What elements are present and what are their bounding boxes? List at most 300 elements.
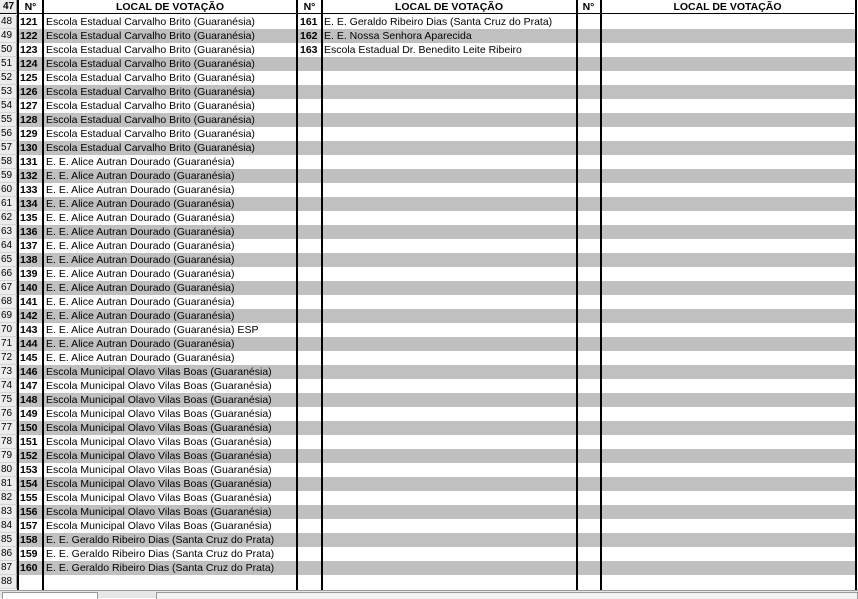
number-cell-1[interactable]: 147	[20, 380, 38, 392]
location-cell-3[interactable]	[601, 15, 854, 29]
location-cell-2[interactable]	[322, 211, 576, 225]
number-cell-2[interactable]	[298, 225, 321, 239]
trailing-empty-row[interactable]	[0, 575, 858, 589]
location-cell-3[interactable]	[601, 379, 854, 393]
number-cell-1[interactable]: 156	[20, 506, 38, 518]
number-cell-3[interactable]	[577, 365, 600, 379]
location-cell-3[interactable]	[601, 253, 854, 267]
location-cell-2[interactable]	[322, 477, 576, 491]
location-cell-2[interactable]	[322, 225, 576, 239]
number-cell-1[interactable]: 136	[20, 226, 38, 238]
location-cell-1[interactable]: Escola Municipal Olavo Vilas Boas (Guaranésia)	[46, 408, 272, 420]
number-cell-2[interactable]	[298, 183, 321, 197]
table-row[interactable]	[0, 337, 858, 351]
row-header[interactable]: 84	[0, 519, 17, 533]
row-header[interactable]: 67	[0, 281, 17, 295]
location-cell-2[interactable]	[322, 337, 576, 351]
location-cell-1[interactable]: E. E. Alice Autran Dourado (Guaranésia) ESP	[46, 324, 259, 336]
number-cell-3[interactable]	[577, 281, 600, 295]
location-cell-2[interactable]	[322, 57, 576, 71]
number-cell-2[interactable]	[298, 169, 321, 183]
row-header[interactable]: 66	[0, 267, 17, 281]
location-cell-2[interactable]	[322, 421, 576, 435]
table-row[interactable]	[0, 295, 858, 309]
location-cell-3[interactable]	[601, 127, 854, 141]
location-cell-1[interactable]: Escola Estadual Carvalho Brito (Guaranésia)	[46, 142, 255, 154]
number-cell-3[interactable]	[577, 267, 600, 281]
location-cell-3[interactable]	[601, 351, 854, 365]
location-cell-1[interactable]: E. E. Alice Autran Dourado (Guaranésia)	[46, 198, 235, 210]
number-cell-1[interactable]: 145	[20, 352, 38, 364]
number-cell-2[interactable]	[298, 141, 321, 155]
table-row[interactable]	[0, 309, 858, 323]
number-cell-3[interactable]	[577, 533, 600, 547]
number-cell-1[interactable]: 130	[20, 142, 38, 154]
location-cell-3[interactable]	[601, 239, 854, 253]
number-cell-1[interactable]: 132	[20, 170, 38, 182]
number-cell-3[interactable]	[577, 407, 600, 421]
column-header-number-3[interactable]: N°	[577, 0, 600, 14]
location-cell-1[interactable]: E. E. Alice Autran Dourado (Guaranésia)	[46, 226, 235, 238]
number-cell-3[interactable]	[577, 477, 600, 491]
number-cell-1[interactable]: 142	[20, 310, 38, 322]
location-cell-1[interactable]: Escola Municipal Olavo Vilas Boas (Guaranésia)	[46, 422, 272, 434]
number-cell-1[interactable]: 155	[20, 492, 38, 504]
row-header[interactable]: 70	[0, 323, 17, 337]
location-cell-1[interactable]: Escola Municipal Olavo Vilas Boas (Guaranésia)	[46, 366, 272, 378]
number-cell-3[interactable]	[577, 211, 600, 225]
number-cell-3[interactable]	[577, 141, 600, 155]
location-cell-1[interactable]: Escola Municipal Olavo Vilas Boas (Guaranésia)	[46, 436, 272, 448]
location-cell-3[interactable]	[601, 323, 854, 337]
number-cell-1[interactable]: 125	[20, 72, 38, 84]
number-cell-2[interactable]: 162	[300, 30, 318, 42]
number-cell-2[interactable]	[298, 505, 321, 519]
number-cell-2[interactable]	[298, 239, 321, 253]
number-cell-1[interactable]: 121	[20, 16, 38, 28]
location-cell-2[interactable]	[322, 505, 576, 519]
location-cell-2[interactable]	[322, 449, 576, 463]
number-cell-2[interactable]	[298, 337, 321, 351]
location-cell-2[interactable]	[322, 491, 576, 505]
number-cell-2[interactable]	[298, 533, 321, 547]
table-row[interactable]	[0, 519, 858, 533]
number-cell-2[interactable]	[298, 365, 321, 379]
table-row[interactable]	[0, 127, 858, 141]
number-cell-1[interactable]: 133	[20, 184, 38, 196]
row-header[interactable]: 68	[0, 295, 17, 309]
location-cell-2[interactable]	[322, 519, 576, 533]
number-cell-3[interactable]	[577, 449, 600, 463]
number-cell-1[interactable]: 124	[20, 58, 38, 70]
number-cell-3[interactable]	[577, 225, 600, 239]
number-cell-3[interactable]	[577, 547, 600, 561]
location-cell-3[interactable]	[601, 281, 854, 295]
location-cell-1[interactable]: E. E. Alice Autran Dourado (Guaranésia)	[46, 268, 235, 280]
location-cell-2[interactable]	[322, 113, 576, 127]
number-cell-3[interactable]	[577, 253, 600, 267]
number-cell-1[interactable]: 157	[20, 520, 38, 532]
number-cell-3[interactable]	[577, 15, 600, 29]
location-cell-1[interactable]: E. E. Geraldo Ribeiro Dias (Santa Cruz do Prata)	[46, 534, 275, 546]
location-cell-2[interactable]	[322, 169, 576, 183]
table-row[interactable]	[0, 85, 858, 99]
number-cell-2[interactable]	[298, 351, 321, 365]
number-cell-3[interactable]	[577, 197, 600, 211]
location-cell-3[interactable]	[601, 57, 854, 71]
row-header[interactable]: 83	[0, 505, 17, 519]
number-cell-2[interactable]	[298, 547, 321, 561]
location-cell-3[interactable]	[601, 85, 854, 99]
location-cell-1[interactable]: Escola Estadual Carvalho Brito (Guaranésia)	[46, 44, 255, 56]
location-cell-3[interactable]	[601, 141, 854, 155]
row-header[interactable]: 69	[0, 309, 17, 323]
row-header[interactable]: 57	[0, 141, 17, 155]
row-header[interactable]: 51	[0, 57, 17, 71]
location-cell-2[interactable]	[322, 435, 576, 449]
row-header[interactable]: 53	[0, 85, 17, 99]
location-cell-3[interactable]	[601, 449, 854, 463]
location-cell-1[interactable]: Escola Estadual Carvalho Brito (Guaranésia)	[46, 16, 255, 28]
row-header[interactable]: 52	[0, 71, 17, 85]
location-cell-2[interactable]	[322, 239, 576, 253]
location-cell-1[interactable]: Escola Estadual Carvalho Brito (Guaranésia)	[46, 86, 255, 98]
location-cell-2[interactable]	[322, 295, 576, 309]
location-cell-2[interactable]	[322, 281, 576, 295]
number-cell-2[interactable]	[298, 435, 321, 449]
number-cell-3[interactable]	[577, 29, 600, 43]
location-cell-2[interactable]	[322, 407, 576, 421]
location-cell-2[interactable]	[322, 197, 576, 211]
row-header[interactable]: 50	[0, 43, 17, 57]
number-cell-1[interactable]: 131	[20, 156, 38, 168]
location-cell-3[interactable]	[601, 197, 854, 211]
row-header[interactable]: 82	[0, 491, 17, 505]
location-cell-2[interactable]: Escola Estadual Dr. Benedito Leite Ribeiro	[324, 44, 522, 56]
number-cell-3[interactable]	[577, 71, 600, 85]
location-cell-3[interactable]	[601, 155, 854, 169]
row-header[interactable]: 72	[0, 351, 17, 365]
row-header[interactable]: 49	[0, 29, 17, 43]
location-cell-2[interactable]	[322, 253, 576, 267]
location-cell-3[interactable]	[601, 337, 854, 351]
table-row[interactable]	[0, 155, 858, 169]
number-cell-1[interactable]: 123	[20, 44, 38, 56]
table-row[interactable]	[0, 365, 858, 379]
location-cell-2[interactable]	[322, 141, 576, 155]
number-cell-2[interactable]	[298, 197, 321, 211]
number-cell-2[interactable]	[298, 449, 321, 463]
location-cell-2[interactable]: E. E. Geraldo Ribeiro Dias (Santa Cruz do Prata)	[324, 16, 553, 28]
table-row[interactable]	[0, 183, 858, 197]
number-cell-2[interactable]	[298, 407, 321, 421]
table-row[interactable]	[0, 561, 858, 575]
location-cell-2[interactable]	[322, 309, 576, 323]
row-header[interactable]: 77	[0, 421, 17, 435]
column-header-location-2[interactable]: LOCAL DE VOTAÇÃO	[322, 0, 576, 14]
number-cell-3[interactable]	[577, 351, 600, 365]
location-cell-3[interactable]	[601, 295, 854, 309]
location-cell-3[interactable]	[601, 99, 854, 113]
location-cell-2[interactable]	[322, 323, 576, 337]
row-header[interactable]: 65	[0, 253, 17, 267]
location-cell-1[interactable]: Escola Municipal Olavo Vilas Boas (Guaranésia)	[46, 520, 272, 532]
horizontal-scrollbar[interactable]	[156, 592, 858, 599]
location-cell-3[interactable]	[601, 393, 854, 407]
location-cell-1[interactable]: Escola Estadual Carvalho Brito (Guaranésia)	[46, 30, 255, 42]
location-cell-2[interactable]	[322, 99, 576, 113]
location-cell-1[interactable]: E. E. Geraldo Ribeiro Dias (Santa Cruz do Prata)	[46, 562, 275, 574]
number-cell-1[interactable]: 134	[20, 198, 38, 210]
number-cell-3[interactable]	[577, 57, 600, 71]
number-cell-3[interactable]	[577, 295, 600, 309]
row-header[interactable]: 78	[0, 435, 17, 449]
location-cell-2[interactable]	[322, 85, 576, 99]
number-cell-2[interactable]	[298, 127, 321, 141]
number-cell-1[interactable]: 143	[20, 324, 38, 336]
number-cell-2[interactable]	[298, 421, 321, 435]
row-header[interactable]: 73	[0, 365, 17, 379]
location-cell-1[interactable]: E. E. Alice Autran Dourado (Guaranésia)	[46, 254, 235, 266]
table-row[interactable]	[0, 141, 858, 155]
number-cell-2[interactable]	[298, 463, 321, 477]
number-cell-2[interactable]	[298, 155, 321, 169]
row-header[interactable]: 71	[0, 337, 17, 351]
number-cell-3[interactable]	[577, 435, 600, 449]
location-cell-3[interactable]	[601, 29, 854, 43]
location-cell-2[interactable]	[322, 155, 576, 169]
location-cell-1[interactable]: E. E. Geraldo Ribeiro Dias (Santa Cruz do Prata)	[46, 548, 275, 560]
number-cell-3[interactable]	[577, 239, 600, 253]
location-cell-1[interactable]: Escola Municipal Olavo Vilas Boas (Guaranésia)	[46, 506, 272, 518]
number-cell-2[interactable]	[298, 491, 321, 505]
location-cell-3[interactable]	[601, 225, 854, 239]
number-cell-3[interactable]	[577, 127, 600, 141]
table-row[interactable]	[0, 225, 858, 239]
number-cell-1[interactable]: 126	[20, 86, 38, 98]
row-header[interactable]: 88	[0, 575, 17, 589]
row-header[interactable]: 60	[0, 183, 17, 197]
location-cell-1[interactable]: Escola Estadual Carvalho Brito (Guaranésia)	[46, 58, 255, 70]
row-header[interactable]: 63	[0, 225, 17, 239]
number-cell-3[interactable]	[577, 463, 600, 477]
location-cell-3[interactable]	[601, 491, 854, 505]
row-header[interactable]: 47	[0, 0, 17, 14]
number-cell-3[interactable]	[577, 99, 600, 113]
number-cell-3[interactable]	[577, 491, 600, 505]
table-row[interactable]	[0, 253, 858, 267]
table-row[interactable]	[0, 533, 858, 547]
number-cell-1[interactable]: 150	[20, 422, 38, 434]
number-cell-2[interactable]	[298, 85, 321, 99]
column-header-location-1[interactable]: LOCAL DE VOTAÇÃO	[44, 0, 296, 14]
table-row[interactable]	[0, 239, 858, 253]
table-row[interactable]	[0, 449, 858, 463]
table-row[interactable]	[0, 197, 858, 211]
number-cell-3[interactable]	[577, 393, 600, 407]
number-cell-3[interactable]	[577, 169, 600, 183]
location-cell-1[interactable]: E. E. Alice Autran Dourado (Guaranésia)	[46, 240, 235, 252]
number-cell-3[interactable]	[577, 519, 600, 533]
table-row[interactable]	[0, 99, 858, 113]
location-cell-2[interactable]	[322, 463, 576, 477]
location-cell-1[interactable]: Escola Municipal Olavo Vilas Boas (Guaranésia)	[46, 492, 272, 504]
table-row[interactable]	[0, 435, 858, 449]
number-cell-2[interactable]	[298, 71, 321, 85]
table-row[interactable]	[0, 421, 858, 435]
location-cell-2[interactable]	[322, 267, 576, 281]
sheet-tab[interactable]	[2, 592, 98, 599]
table-row[interactable]	[0, 407, 858, 421]
table-row[interactable]	[0, 491, 858, 505]
row-header[interactable]: 59	[0, 169, 17, 183]
table-row[interactable]	[0, 505, 858, 519]
number-cell-2[interactable]	[298, 379, 321, 393]
number-cell-2[interactable]	[298, 519, 321, 533]
number-cell-3[interactable]	[577, 43, 600, 57]
location-cell-3[interactable]	[601, 477, 854, 491]
number-cell-1[interactable]: 160	[20, 562, 38, 574]
location-cell-2[interactable]	[322, 71, 576, 85]
location-cell-3[interactable]	[601, 435, 854, 449]
number-cell-1[interactable]: 127	[20, 100, 38, 112]
row-header[interactable]: 74	[0, 379, 17, 393]
table-row[interactable]	[0, 463, 858, 477]
location-cell-3[interactable]	[601, 113, 854, 127]
table-row[interactable]	[0, 547, 858, 561]
number-cell-1[interactable]: 137	[20, 240, 38, 252]
row-header[interactable]: 56	[0, 127, 17, 141]
location-cell-1[interactable]: Escola Estadual Carvalho Brito (Guaranésia)	[46, 114, 255, 126]
location-cell-2[interactable]: E. E. Nossa Senhora Aparecida	[324, 30, 472, 42]
table-row[interactable]	[0, 43, 858, 57]
number-cell-3[interactable]	[577, 337, 600, 351]
number-cell-1[interactable]: 122	[20, 30, 38, 42]
row-header[interactable]: 79	[0, 449, 17, 463]
location-cell-1[interactable]: Escola Municipal Olavo Vilas Boas (Guaranésia)	[46, 394, 272, 406]
location-cell-2[interactable]	[322, 183, 576, 197]
number-cell-3[interactable]	[577, 379, 600, 393]
location-cell-1[interactable]: Escola Estadual Carvalho Brito (Guaranésia)	[46, 72, 255, 84]
number-cell-1[interactable]: 153	[20, 464, 38, 476]
number-cell-2[interactable]	[298, 477, 321, 491]
location-cell-1[interactable]: Escola Municipal Olavo Vilas Boas (Guaranésia)	[46, 380, 272, 392]
table-row[interactable]	[0, 71, 858, 85]
location-cell-2[interactable]	[322, 365, 576, 379]
number-cell-3[interactable]	[577, 323, 600, 337]
row-header[interactable]: 85	[0, 533, 17, 547]
location-cell-1[interactable]: E. E. Alice Autran Dourado (Guaranésia)	[46, 212, 235, 224]
row-header[interactable]: 48	[0, 15, 17, 29]
location-cell-1[interactable]: Escola Estadual Carvalho Brito (Guaranésia)	[46, 128, 255, 140]
location-cell-1[interactable]: Escola Municipal Olavo Vilas Boas (Guaranésia)	[46, 450, 272, 462]
location-cell-3[interactable]	[601, 169, 854, 183]
location-cell-3[interactable]	[601, 309, 854, 323]
location-cell-3[interactable]	[601, 43, 854, 57]
number-cell-1[interactable]: 138	[20, 254, 38, 266]
location-cell-3[interactable]	[601, 71, 854, 85]
number-cell-3[interactable]	[577, 561, 600, 575]
number-cell-1[interactable]: 159	[20, 548, 38, 560]
number-cell-2[interactable]	[298, 57, 321, 71]
number-cell-1[interactable]: 140	[20, 282, 38, 294]
table-row[interactable]	[0, 379, 858, 393]
location-cell-1[interactable]: E. E. Alice Autran Dourado (Guaranésia)	[46, 282, 235, 294]
number-cell-1[interactable]: 128	[20, 114, 38, 126]
number-cell-2[interactable]: 161	[300, 16, 318, 28]
table-row[interactable]	[0, 113, 858, 127]
location-cell-2[interactable]	[322, 561, 576, 575]
row-header[interactable]: 87	[0, 561, 17, 575]
number-cell-2[interactable]	[298, 267, 321, 281]
location-cell-3[interactable]	[601, 561, 854, 575]
number-cell-2[interactable]	[298, 211, 321, 225]
number-cell-2[interactable]	[298, 393, 321, 407]
number-cell-3[interactable]	[577, 183, 600, 197]
table-row[interactable]	[0, 15, 858, 29]
number-cell-1[interactable]: 149	[20, 408, 38, 420]
number-cell-2[interactable]	[298, 253, 321, 267]
table-row[interactable]	[0, 29, 858, 43]
number-cell-3[interactable]	[577, 113, 600, 127]
location-cell-2[interactable]	[322, 351, 576, 365]
number-cell-3[interactable]	[577, 85, 600, 99]
location-cell-3[interactable]	[601, 421, 854, 435]
location-cell-3[interactable]	[601, 505, 854, 519]
column-header-number-2[interactable]: N°	[298, 0, 321, 14]
row-header[interactable]: 81	[0, 477, 17, 491]
number-cell-1[interactable]: 141	[20, 296, 38, 308]
number-cell-2[interactable]	[298, 561, 321, 575]
location-cell-3[interactable]	[601, 365, 854, 379]
table-row[interactable]	[0, 351, 858, 365]
number-cell-2[interactable]	[298, 323, 321, 337]
location-cell-1[interactable]: E. E. Alice Autran Dourado (Guaranésia)	[46, 338, 235, 350]
number-cell-1[interactable]: 144	[20, 338, 38, 350]
number-cell-3[interactable]	[577, 309, 600, 323]
number-cell-1[interactable]: 158	[20, 534, 38, 546]
table-row[interactable]	[0, 267, 858, 281]
number-cell-3[interactable]	[577, 155, 600, 169]
table-row[interactable]	[0, 57, 858, 71]
location-cell-2[interactable]	[322, 379, 576, 393]
location-cell-2[interactable]	[322, 547, 576, 561]
location-cell-3[interactable]	[601, 547, 854, 561]
number-cell-2[interactable]	[298, 295, 321, 309]
number-cell-1[interactable]: 129	[20, 128, 38, 140]
number-cell-2[interactable]	[298, 281, 321, 295]
table-row[interactable]	[0, 211, 858, 225]
table-row[interactable]	[0, 169, 858, 183]
location-cell-2[interactable]	[322, 533, 576, 547]
row-header[interactable]: 55	[0, 113, 17, 127]
location-cell-1[interactable]: E. E. Alice Autran Dourado (Guaranésia)	[46, 184, 235, 196]
location-cell-1[interactable]: Escola Municipal Olavo Vilas Boas (Guaranésia)	[46, 478, 272, 490]
row-header[interactable]: 54	[0, 99, 17, 113]
location-cell-3[interactable]	[601, 183, 854, 197]
number-cell-2[interactable]: 163	[300, 44, 318, 56]
location-cell-1[interactable]: E. E. Alice Autran Dourado (Guaranésia)	[46, 156, 235, 168]
column-header-number-1[interactable]: N°	[18, 0, 43, 14]
number-cell-3[interactable]	[577, 421, 600, 435]
location-cell-1[interactable]: Escola Estadual Carvalho Brito (Guaranésia)	[46, 100, 255, 112]
location-cell-1[interactable]: E. E. Alice Autran Dourado (Guaranésia)	[46, 170, 235, 182]
location-cell-3[interactable]	[601, 519, 854, 533]
location-cell-1[interactable]: E. E. Alice Autran Dourado (Guaranésia)	[46, 310, 235, 322]
row-header[interactable]: 61	[0, 197, 17, 211]
number-cell-2[interactable]	[298, 99, 321, 113]
number-cell-1[interactable]: 148	[20, 394, 38, 406]
